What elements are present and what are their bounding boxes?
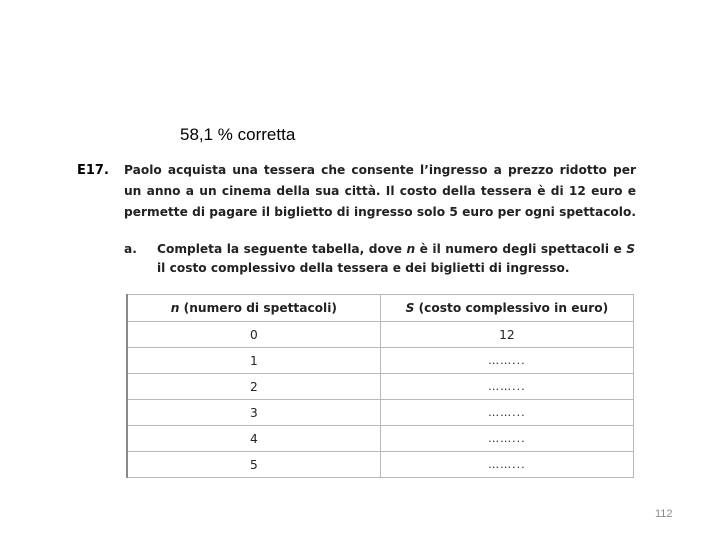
cell-s: 12 — [380, 322, 633, 348]
header-s — [380, 295, 633, 322]
cell-n: 0 — [127, 322, 380, 348]
cell-s-blank: ……... — [380, 348, 633, 374]
page-number: 112 — [655, 508, 673, 520]
variable-s: S — [626, 242, 635, 256]
cell-n: 4 — [127, 426, 380, 452]
cell-s-blank: ……... — [380, 374, 633, 400]
variable-n: n — [406, 242, 416, 256]
cell-s-blank: ……... — [380, 400, 633, 426]
cell-n: 5 — [127, 452, 380, 478]
header-s-text: (costo complessivo in euro) — [414, 301, 609, 315]
table-row — [127, 452, 634, 478]
table-row — [127, 374, 634, 400]
question-number: E17. — [77, 163, 109, 178]
cell-n: 2 — [127, 374, 380, 400]
header-s-var: S — [405, 301, 415, 315]
correct-percentage: 58,1 % corretta — [180, 125, 296, 144]
table-row — [127, 400, 634, 426]
cell-n: 1 — [127, 348, 380, 374]
table-header-row — [127, 295, 634, 322]
instructions-text-2: è il numero degli spettacoli e — [415, 242, 627, 256]
values-table — [126, 294, 634, 478]
header-n-var: n — [170, 301, 180, 315]
part-a-label: a. — [124, 242, 137, 256]
part-a-instructions — [157, 240, 635, 278]
cell-s-blank: ……... — [380, 426, 633, 452]
header-n — [127, 295, 380, 322]
instructions-text-1: Completa la seguente tabella, dove — [157, 242, 407, 256]
header-n-text: (numero di spettacoli) — [179, 301, 337, 315]
cell-s-blank: ……... — [380, 452, 633, 478]
table-row — [127, 348, 634, 374]
cell-n: 3 — [127, 400, 380, 426]
table-row — [127, 426, 634, 452]
question-text: Paolo acquista una tessera che consente l’ingresso a prezzo ridotto per un anno a un cinema della sua città. Il costo della tessera è di 12 euro e permette di pagare il biglietto di ingresso solo 5 euro per ogni spettacolo. — [124, 163, 636, 219]
table-row — [127, 322, 634, 348]
instructions-text-3: il costo complessivo della tessera e dei biglietti di ingresso. — [157, 261, 570, 275]
